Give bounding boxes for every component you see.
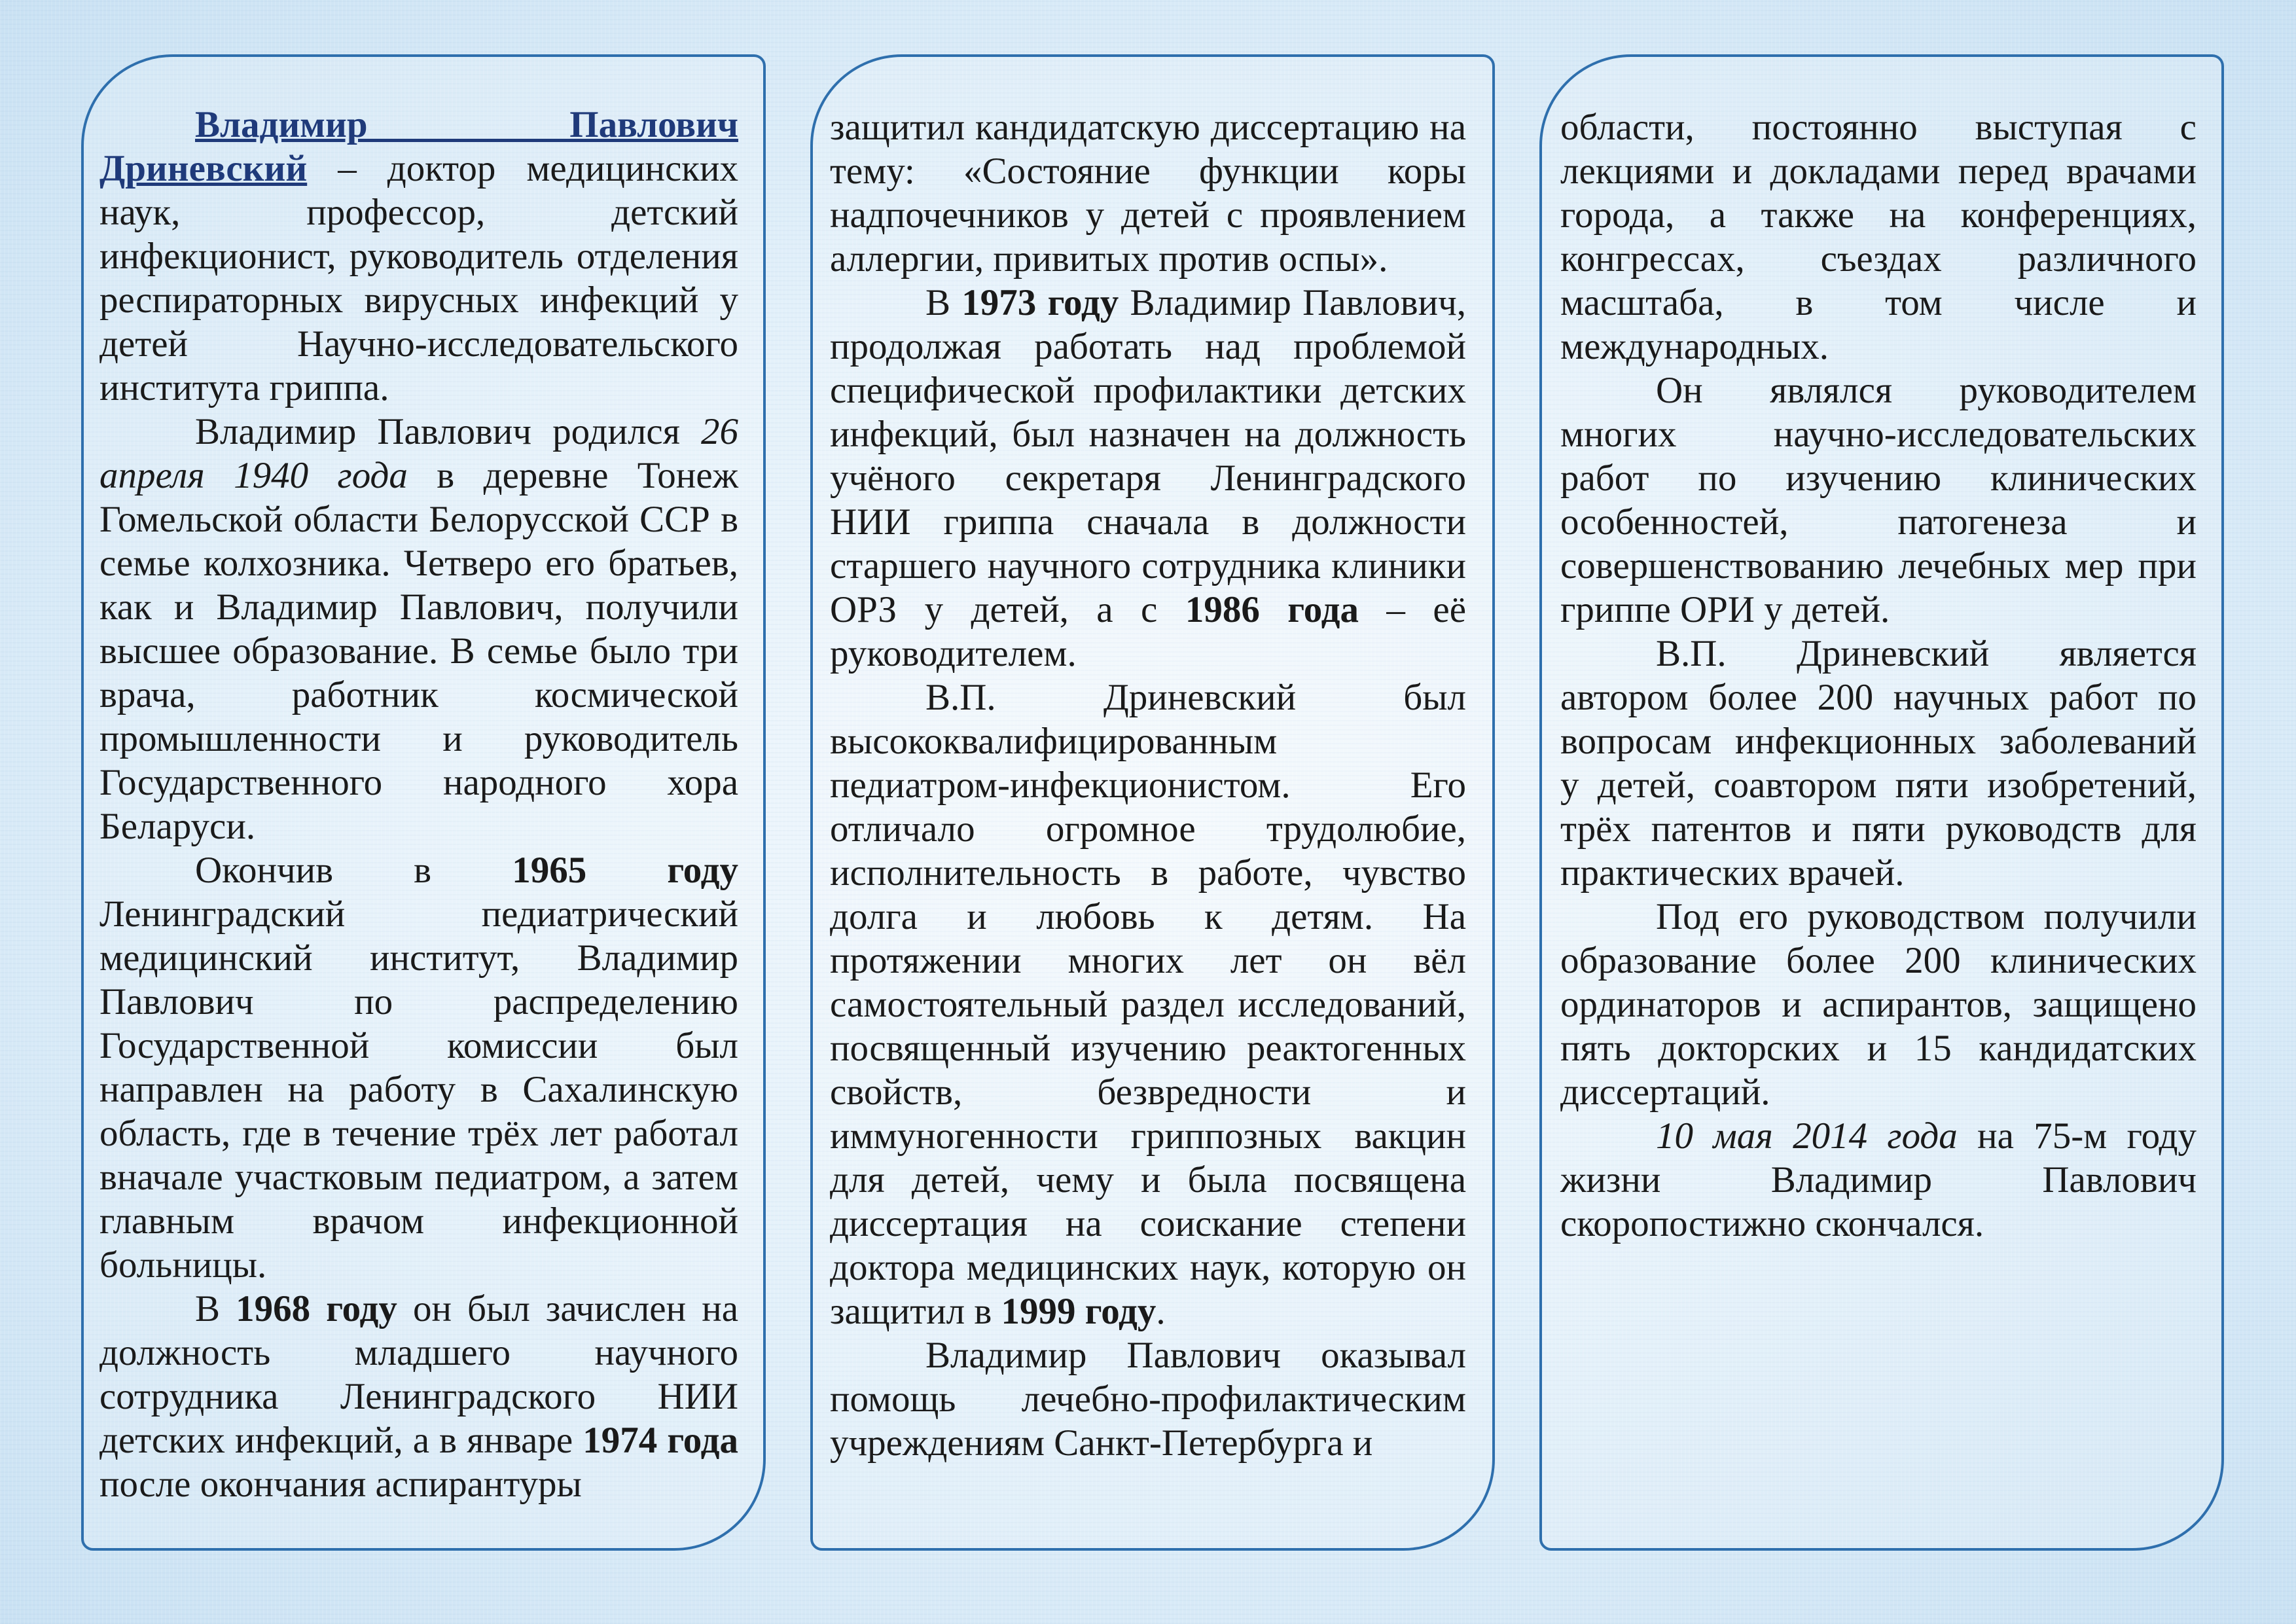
year-1999: 1999 году <box>1001 1291 1157 1332</box>
paragraph-1973 <box>830 281 1466 676</box>
paragraph-lectures: области, постоянно выступая с лекциями и докладами перед врачами города, а также на конференциях, конгрессах, съездах различного масштаба, в том числе и международных. <box>1560 107 2197 367</box>
paragraph-research: Он являлся руководителем многих научно-исследовательских работ по изучению клинических особенностей, патогенеза и совершенствованию лечебных мер при гриппе ОРИ у детей. <box>1560 370 2197 630</box>
paragraph-education <box>99 848 738 1287</box>
career-year-1968: 1968 году <box>236 1288 397 1329</box>
qualification-end: . <box>1156 1291 1166 1332</box>
education-text-a: Окончив в <box>195 850 512 891</box>
paragraph-qualification <box>830 676 1466 1333</box>
death-date: 10 мая 2014 года <box>1656 1115 1958 1157</box>
education-text-b: Ленинградский педиатрический медицинский институт, Владимир Павлович по распределению Государственной комиссии был направлен на работу в Сахалинскую область, где в течение трёх лет работал вначале участковым педиатром, а затем главным врачом инфекционной больницы. <box>99 893 738 1286</box>
paragraph-birth <box>99 410 738 848</box>
text-1973-b: Владимир Павлович, продолжая работать над проблемой специфической профилактики детских инфекций, был назначен на должность учёного секретаря Ленинградского НИИ гриппа сначала в должности старшего научного сотрудника клиники ОРЗ у детей, а с <box>830 282 1466 630</box>
column-1-text <box>99 103 738 1506</box>
text-1973-a: В <box>925 282 962 323</box>
column-2-text <box>830 105 1466 1465</box>
paragraph-assistance: Владимир Павлович оказывал помощь лечебно-профилактическим учреждениям Санкт-Петербурга и <box>830 1335 1466 1464</box>
paragraph-death <box>1560 1114 2197 1246</box>
death-text: на 75-м году жизни Владимир Павлович скоропостижно скончался. <box>1560 1115 2197 1244</box>
career-year-1974: 1974 года <box>583 1420 738 1461</box>
paragraph-career-start <box>99 1287 738 1506</box>
year-1986: 1986 года <box>1185 589 1359 630</box>
paragraph-students: Под его руководством получили образование более 200 клинических ординаторов и аспирантов, защищено пять докторских и 15 кандидатских диссертаций. <box>1560 896 2197 1113</box>
year-1973: 1973 году <box>961 282 1119 323</box>
birth-text-a: Владимир Павлович родился <box>195 411 701 452</box>
column-1-panel <box>81 54 766 1551</box>
qualification-text: В.П. Дриневский был высококвалифицированным педиатром-инфекционистом. Его отличало огромное трудолюбие, исполнительность в работе, чувство долга и любовь к детям. На протяжении многих лет он вёл самостоятельный раздел исследований, посвященный изучению реактогенных свойств, безвредности и иммуногенности гриппозных вакцин для детей, чему и была посвящена диссертация на соискание степени доктора медицинских наук, которую он защитил в <box>830 677 1466 1332</box>
career-text-b: он был зачислен на должность младшего научного сотрудника Ленинградского НИИ детских инфекций, а в январе <box>99 1288 738 1461</box>
career-text-a: В <box>195 1288 236 1329</box>
education-year: 1965 году <box>512 850 738 891</box>
person-name: Владимир Павлович Дриневский <box>99 104 738 189</box>
career-text-c: после окончания аспирантуры <box>99 1464 582 1505</box>
birth-text-b: в деревне Тонеж Гомельской области Белорусской ССР в семье колхозника. Четверо его братьев, как и Владимир Павлович, получили высшее образование. В семье было три врача, работник космической промышленности и руководитель Государственного народного хора Беларуси. <box>99 455 738 847</box>
column-3-text <box>1560 105 2197 1246</box>
text-1973-c: – её руководителем. <box>830 589 1466 674</box>
intro-text: – доктор медицинских наук, профессор, детский инфекционист, руководитель отделения респираторных вирусных инфекций у детей Научно-исследовательского института гриппа. <box>99 148 738 408</box>
birth-date: 26 апреля 1940 года <box>99 411 738 496</box>
paragraph-intro <box>99 103 738 410</box>
column-3-panel <box>1539 54 2224 1551</box>
paragraph-thesis: защитил кандидатскую диссертацию на тему: «Состояние функции коры надпочечников у детей с проявлением аллергии, привитых против оспы». <box>830 107 1466 280</box>
paragraph-publications: В.П. Дриневский является автором более 200 научных работ по вопросам инфекционных заболеваний у детей, соавтором пяти изобретений, трёх патентов и пяти руководств для практических врачей. <box>1560 633 2197 893</box>
column-2-panel <box>810 54 1495 1551</box>
